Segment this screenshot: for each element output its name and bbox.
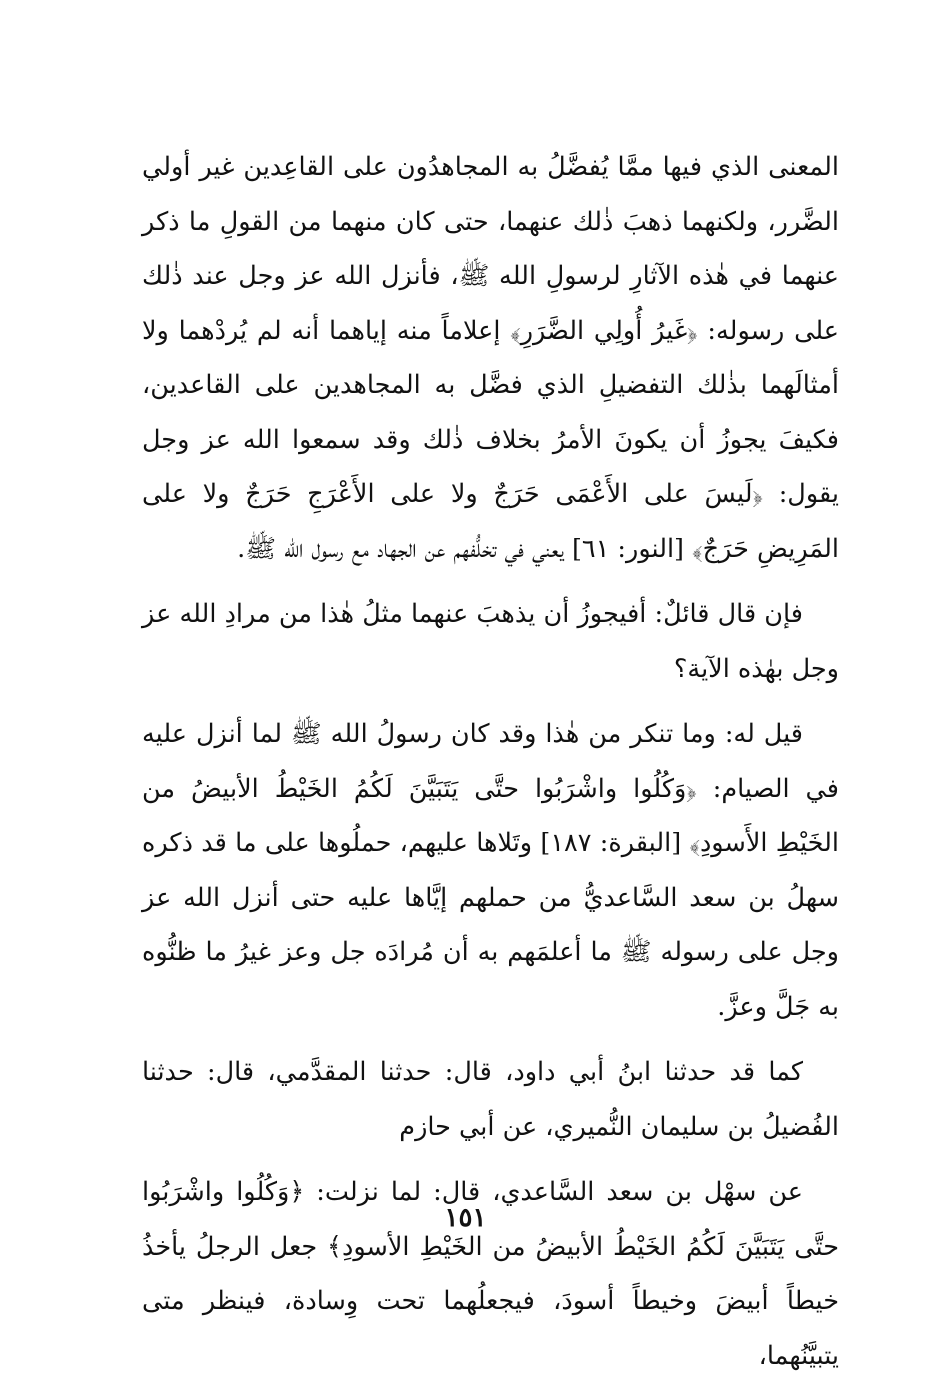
paragraph-3: قيل له: وما تنكر من هٰذا وقد كان رسولُ الله ﷺ لما أنزل عليه في الصيام: ﴿وَكُلُوا واشْرَبُوا حتَّى يَتَبَيَّنَ لَكُمُ الخَيْطُ الأبيضُ من الخَيْطِ الأَسودِ﴾ [البقرة: ١٨٧] وتَلاها عليهم، حملُوها على ما قد ذكره سهلُ بن سعد السَّاعديُّ من حملهم إيَّاها عليه حتى أنزل الله عز وجل على رسوله ﷺ ما أعلمَهم به أن مُرادَه جل وعز غيرُ ما ظنُّوه به جَلَّ وعزَّ. — [142, 719, 839, 1022]
page-number: ١٥١ — [444, 1203, 487, 1233]
paragraph-1: المعنى الذي فيها ممَّا يُفضَّلُ به المجاهدُون على القاعِدين غير أولي الضَّرر، ولكنهما ذهبَ ذٰلك عنهما، حتى كان منهما من القولِ ما ذكر عنهما في هٰذه الآثارِ لرسولِ الله ﷺ، فأنزل الله عز وجل عند ذٰلك على رسوله: ﴿غَيرُ أُولِي الضَّرَرِ﴾ إعلاماً منه إياهما أنه لم يُردْهما ولا أمثالَهما بذٰلك التفضيلِ الذي فضَّل به المجاهدين على القاعدين، فكيفَ يجوزُ أن يكونَ الأمرُ بخلاف ذٰلك وقد سمعوا الله عز وجل يقول: ﴿لَيسَ على الأَعْمَى حَرَجٌ ولا على الأَعْرَجِ حَرَجٌ ولا على المَرِيضِ حَرَجٌ﴾ [النور: ٦١] يعني في تخلُّفهم عن الجهاد مع رسول الله ﷺ. — [142, 152, 839, 564]
page-text-block — [142, 140, 839, 1383]
paragraph-5: عن سهْل بن سعد السَّاعدي، قال: لما نزلت: ﴿وَكُلُوا واشْرَبُوا حتَّى يَتَبَيَّنَ لَكُمُ الخَيْطُ الأبيضُ من الخَيْطِ الأسودِ﴾ جعل الرجلُ يأخذُ خيطاً أبيضَ وخيطاً أسودَ، فيجعلُهما تحت وِسادة، فينظر متى يتبيَّنُهما، — [142, 1177, 839, 1371]
paragraph-2: فإن قال قائلٌ: أفيجوزُ أن يذهبَ عنهما مثلُ هٰذا من مرادِ الله عز وجل بهٰذه الآية؟ — [142, 599, 839, 684]
paragraph-4: كما قد حدثنا ابنُ أبي داود، قال: حدثنا المقدَّمي، قال: حدثنا الفُضيلُ بن سليمان النُّميري، عن أبي حازم — [142, 1057, 839, 1142]
